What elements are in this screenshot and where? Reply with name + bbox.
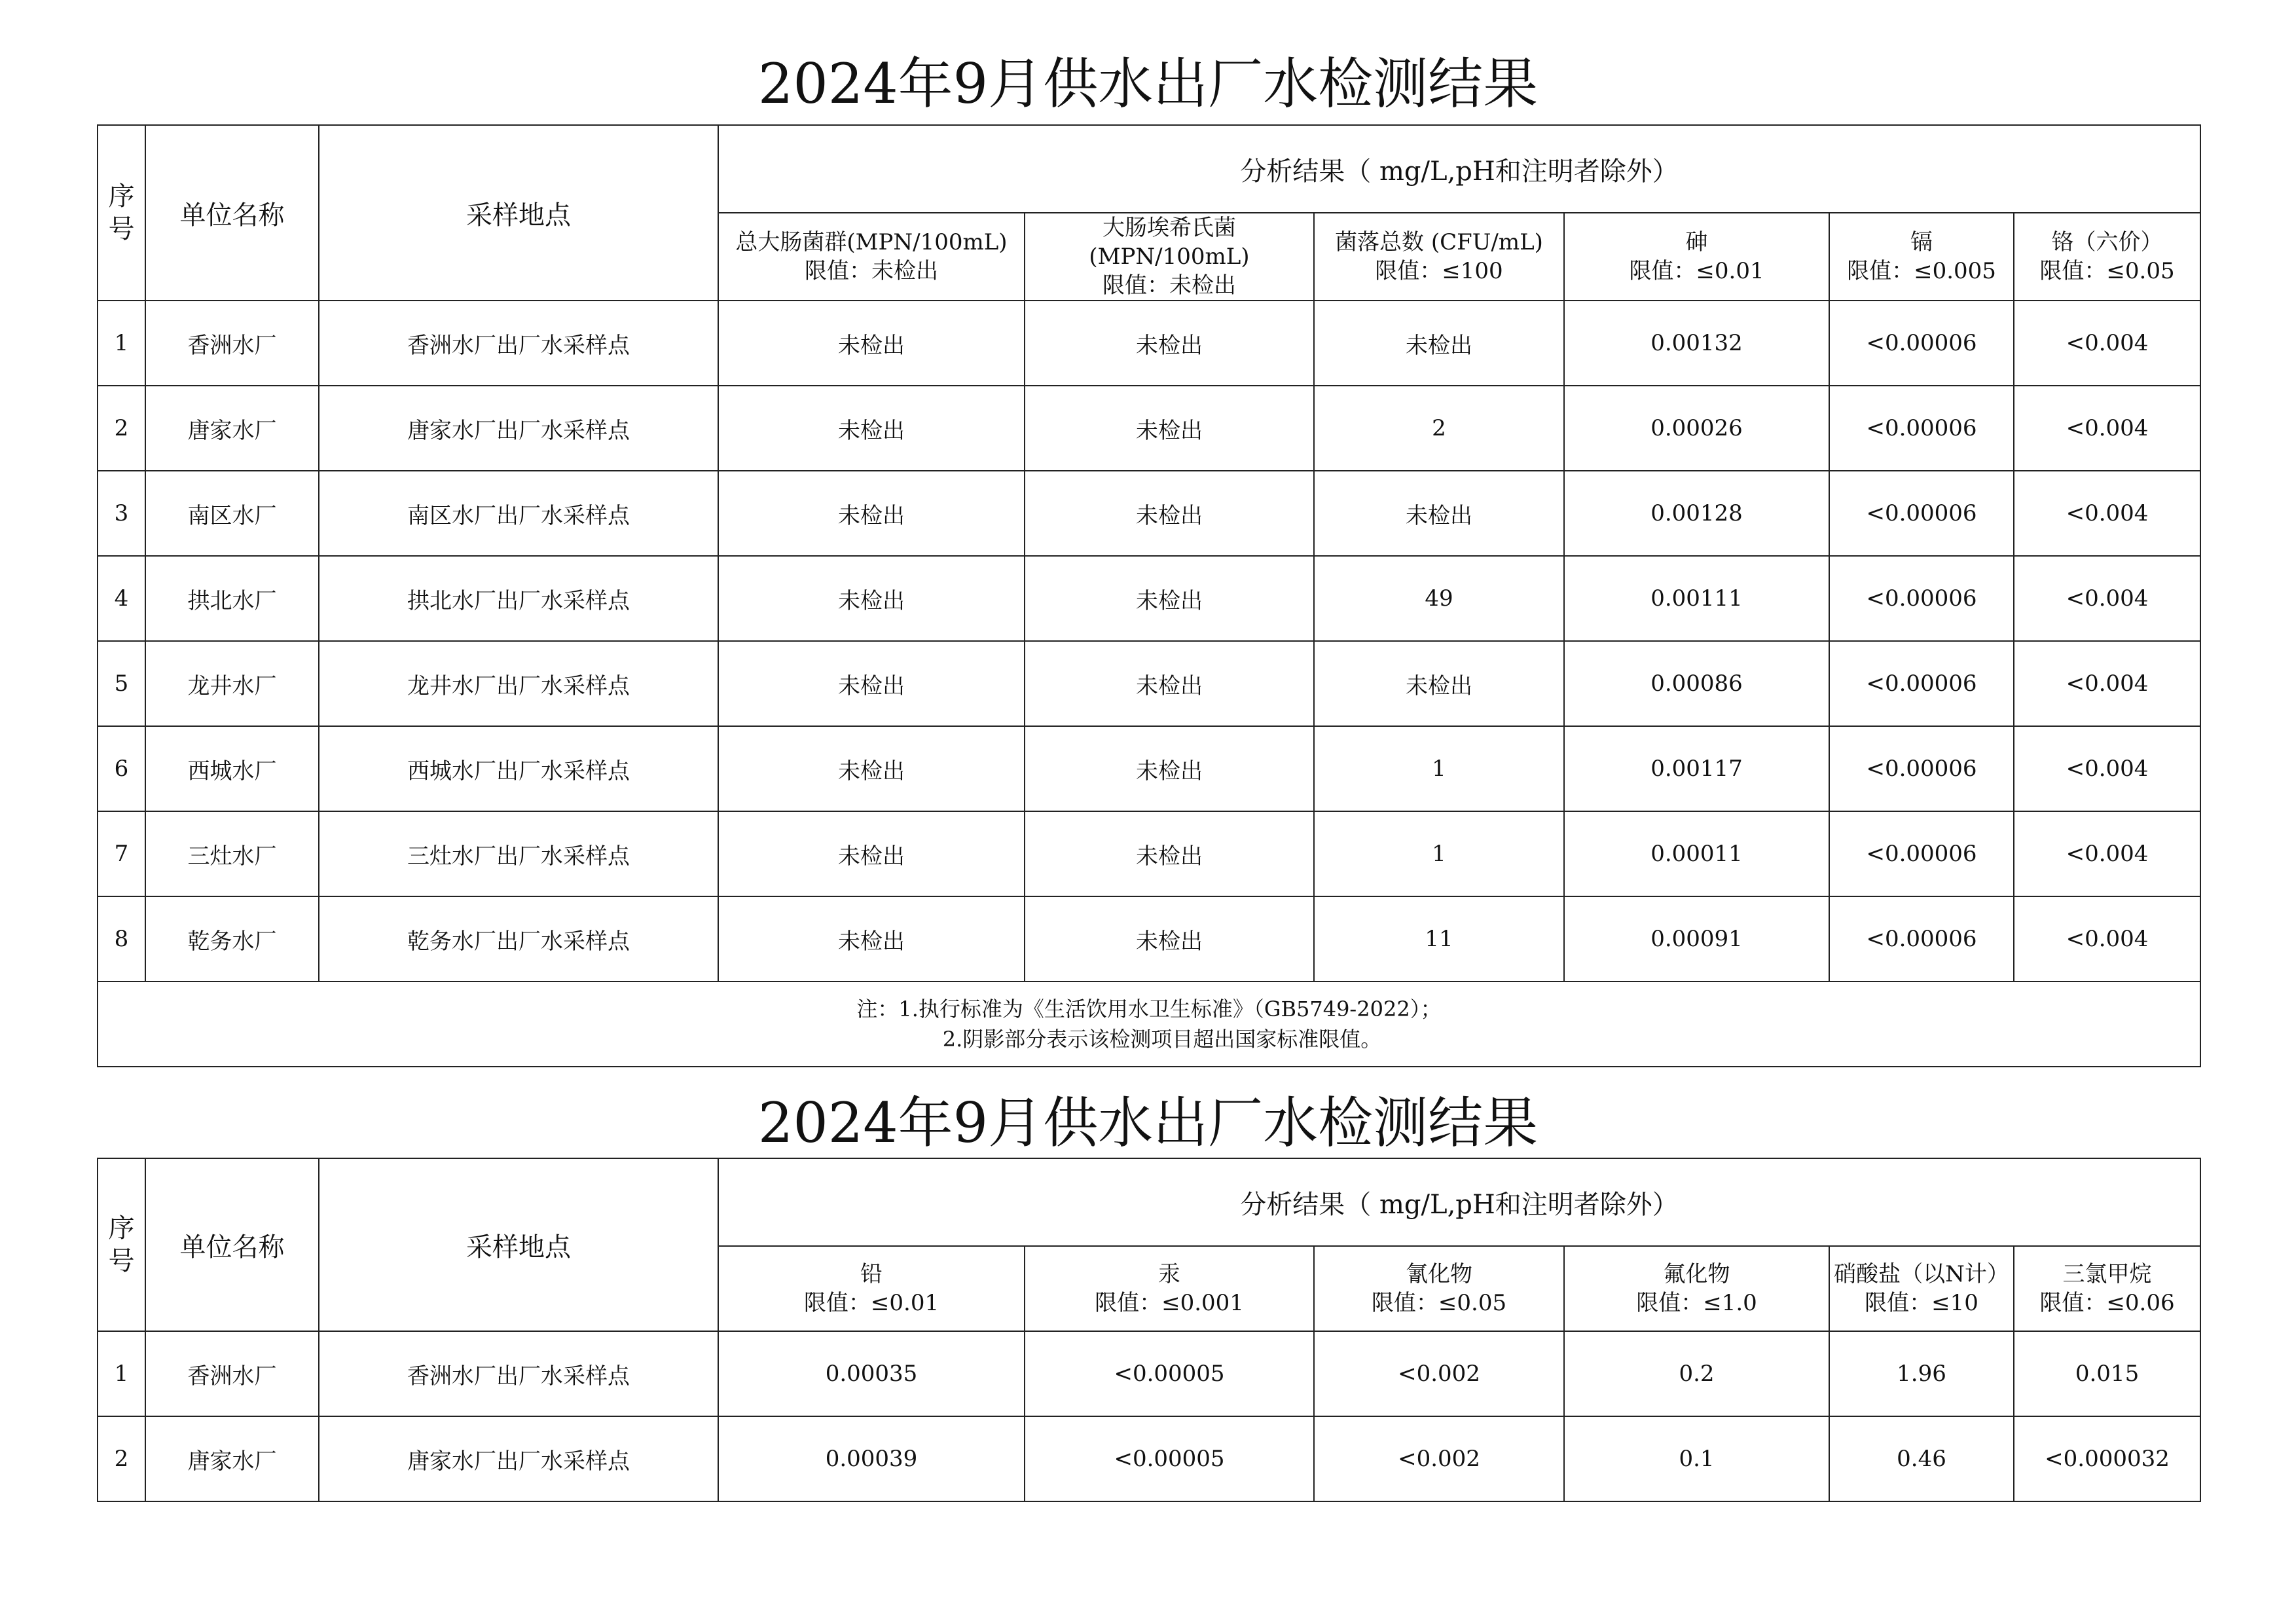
row-value: <0.004 bbox=[2014, 386, 2200, 471]
table-row bbox=[98, 641, 2200, 726]
row-value: 1.96 bbox=[1829, 1331, 2014, 1416]
header-site: 采样地点 bbox=[319, 125, 718, 301]
col-header: 大肠埃希氏菌(MPN/100mL) 限值：未检出 bbox=[1025, 213, 1314, 301]
row-value: 0.00111 bbox=[1564, 556, 1829, 641]
row-value: <0.004 bbox=[2014, 726, 2200, 811]
row-value: <0.00006 bbox=[1829, 641, 2014, 726]
row-value: 未检出 bbox=[1025, 471, 1314, 556]
row-site: 拱北水厂出厂水采样点 bbox=[319, 556, 718, 641]
header-analysis: 分析结果（ mg/L,pH和注明者除外） bbox=[718, 1158, 2200, 1246]
row-value: 未检出 bbox=[718, 556, 1025, 641]
row-value: 未检出 bbox=[718, 471, 1025, 556]
row-value: 未检出 bbox=[718, 811, 1025, 896]
row-value: 2 bbox=[1314, 386, 1564, 471]
col-header: 砷 限值：≤0.01 bbox=[1564, 213, 1829, 301]
row-value: <0.00006 bbox=[1829, 386, 2014, 471]
row-unit: 唐家水厂 bbox=[145, 1416, 319, 1501]
table-row bbox=[98, 1416, 2200, 1501]
col-header: 总大肠菌群(MPN/100mL) 限值：未检出 bbox=[718, 213, 1025, 301]
table-row bbox=[98, 301, 2200, 386]
row-value: <0.004 bbox=[2014, 896, 2200, 982]
row-value: 0.1 bbox=[1564, 1416, 1829, 1501]
row-seq: 2 bbox=[98, 386, 145, 471]
row-unit: 乾务水厂 bbox=[145, 896, 319, 982]
row-unit: 三灶水厂 bbox=[145, 811, 319, 896]
row-value: 0.00132 bbox=[1564, 301, 1829, 386]
col-header: 镉 限值：≤0.005 bbox=[1829, 213, 2014, 301]
row-unit: 香洲水厂 bbox=[145, 1331, 319, 1416]
row-value: <0.00006 bbox=[1829, 471, 2014, 556]
col-header: 菌落总数 (CFU/mL) 限值：≤100 bbox=[1314, 213, 1564, 301]
row-seq: 7 bbox=[98, 811, 145, 896]
row-value: <0.00006 bbox=[1829, 556, 2014, 641]
row-value: 0.00039 bbox=[718, 1416, 1025, 1501]
header-row bbox=[98, 125, 2200, 213]
row-seq: 1 bbox=[98, 1331, 145, 1416]
row-seq: 5 bbox=[98, 641, 145, 726]
row-value: 未检出 bbox=[1025, 811, 1314, 896]
row-site: 西城水厂出厂水采样点 bbox=[319, 726, 718, 811]
note-line-1: 注：1.执行标准为《生活饮用水卫生标准》（GB5749-2022）； bbox=[856, 997, 1442, 1021]
table-row bbox=[98, 811, 2200, 896]
row-value: 未检出 bbox=[1025, 386, 1314, 471]
row-seq: 2 bbox=[98, 1416, 145, 1501]
header-seq: 序号 bbox=[98, 125, 145, 301]
row-value: 未检出 bbox=[718, 641, 1025, 726]
row-site: 唐家水厂出厂水采样点 bbox=[319, 1416, 718, 1501]
row-value: <0.004 bbox=[2014, 556, 2200, 641]
results-table-2 bbox=[97, 1158, 2201, 1502]
row-value: <0.004 bbox=[2014, 471, 2200, 556]
row-value: <0.002 bbox=[1314, 1416, 1564, 1501]
table-row bbox=[98, 896, 2200, 982]
row-value: 未检出 bbox=[1314, 471, 1564, 556]
row-value: 1 bbox=[1314, 726, 1564, 811]
row-site: 乾务水厂出厂水采样点 bbox=[319, 896, 718, 982]
row-site: 香洲水厂出厂水采样点 bbox=[319, 301, 718, 386]
row-value: <0.00006 bbox=[1829, 896, 2014, 982]
table-row bbox=[98, 726, 2200, 811]
row-site: 香洲水厂出厂水采样点 bbox=[319, 1331, 718, 1416]
row-value: <0.00006 bbox=[1829, 811, 2014, 896]
table-row bbox=[98, 556, 2200, 641]
row-value: 0.00035 bbox=[718, 1331, 1025, 1416]
row-seq: 6 bbox=[98, 726, 145, 811]
row-value: 未检出 bbox=[1025, 556, 1314, 641]
col-header: 铅 限值：≤0.01 bbox=[718, 1246, 1025, 1331]
row-value: 0.00117 bbox=[1564, 726, 1829, 811]
row-unit: 唐家水厂 bbox=[145, 386, 319, 471]
row-value: <0.00006 bbox=[1829, 301, 2014, 386]
notes-row bbox=[98, 982, 2200, 1067]
col-header: 三氯甲烷 限值：≤0.06 bbox=[2014, 1246, 2200, 1331]
col-header: 氟化物 限值：≤1.0 bbox=[1564, 1246, 1829, 1331]
row-site: 龙井水厂出厂水采样点 bbox=[319, 641, 718, 726]
col-header: 汞 限值：≤0.001 bbox=[1025, 1246, 1314, 1331]
page-title-1: 2024年9月供水出厂水检测结果 bbox=[757, 52, 1539, 116]
results-table-1 bbox=[97, 124, 2201, 1067]
row-value: 1 bbox=[1314, 811, 1564, 896]
table-row bbox=[98, 1331, 2200, 1416]
row-unit: 香洲水厂 bbox=[145, 301, 319, 386]
table-row bbox=[98, 471, 2200, 556]
header-seq: 序号 bbox=[98, 1158, 145, 1331]
header-row bbox=[98, 1158, 2200, 1246]
page-title-2: 2024年9月供水出厂水检测结果 bbox=[757, 1091, 1539, 1155]
table-row bbox=[98, 386, 2200, 471]
row-seq: 4 bbox=[98, 556, 145, 641]
col-header: 铬（六价） 限值：≤0.05 bbox=[2014, 213, 2200, 301]
row-value: 未检出 bbox=[1314, 641, 1564, 726]
row-value: <0.00006 bbox=[1829, 726, 2014, 811]
row-seq: 1 bbox=[98, 301, 145, 386]
row-unit: 南区水厂 bbox=[145, 471, 319, 556]
row-unit: 拱北水厂 bbox=[145, 556, 319, 641]
header-unit: 单位名称 bbox=[145, 1158, 319, 1331]
row-value: 0.00091 bbox=[1564, 896, 1829, 982]
header-analysis: 分析结果（ mg/L,pH和注明者除外） bbox=[718, 125, 2200, 213]
row-value: <0.000032 bbox=[2014, 1416, 2200, 1501]
header-unit: 单位名称 bbox=[145, 125, 319, 301]
row-value: 未检出 bbox=[718, 896, 1025, 982]
row-value: 未检出 bbox=[718, 726, 1025, 811]
row-value: 未检出 bbox=[1314, 301, 1564, 386]
row-value: 0.00026 bbox=[1564, 386, 1829, 471]
row-value: 49 bbox=[1314, 556, 1564, 641]
row-seq: 3 bbox=[98, 471, 145, 556]
row-value: <0.004 bbox=[2014, 811, 2200, 896]
row-value: 0.00011 bbox=[1564, 811, 1829, 896]
row-value: 0.46 bbox=[1829, 1416, 2014, 1501]
header-site: 采样地点 bbox=[319, 1158, 718, 1331]
row-value: 0.015 bbox=[2014, 1331, 2200, 1416]
row-value: <0.004 bbox=[2014, 641, 2200, 726]
row-value: 0.00128 bbox=[1564, 471, 1829, 556]
row-value: 未检出 bbox=[718, 386, 1025, 471]
row-site: 南区水厂出厂水采样点 bbox=[319, 471, 718, 556]
row-value: 0.2 bbox=[1564, 1331, 1829, 1416]
note-line-2: 2.阴影部分表示该检测项目超出国家标准限值。 bbox=[942, 1027, 1382, 1052]
row-site: 唐家水厂出厂水采样点 bbox=[319, 386, 718, 471]
col-header: 硝酸盐（以N计） 限值：≤10 bbox=[1829, 1246, 2014, 1331]
row-value: <0.002 bbox=[1314, 1331, 1564, 1416]
row-unit: 龙井水厂 bbox=[145, 641, 319, 726]
row-value: 0.00086 bbox=[1564, 641, 1829, 726]
row-value: 未检出 bbox=[1025, 641, 1314, 726]
row-value: <0.00005 bbox=[1025, 1331, 1314, 1416]
row-value: 未检出 bbox=[1025, 301, 1314, 386]
row-value: 未检出 bbox=[1025, 726, 1314, 811]
row-unit: 西城水厂 bbox=[145, 726, 319, 811]
row-value: <0.00005 bbox=[1025, 1416, 1314, 1501]
row-value: <0.004 bbox=[2014, 301, 2200, 386]
row-site: 三灶水厂出厂水采样点 bbox=[319, 811, 718, 896]
row-seq: 8 bbox=[98, 896, 145, 982]
notes bbox=[98, 982, 2200, 1067]
row-value: 未检出 bbox=[1025, 896, 1314, 982]
col-header: 氰化物 限值：≤0.05 bbox=[1314, 1246, 1564, 1331]
row-value: 11 bbox=[1314, 896, 1564, 982]
row-value: 未检出 bbox=[718, 301, 1025, 386]
